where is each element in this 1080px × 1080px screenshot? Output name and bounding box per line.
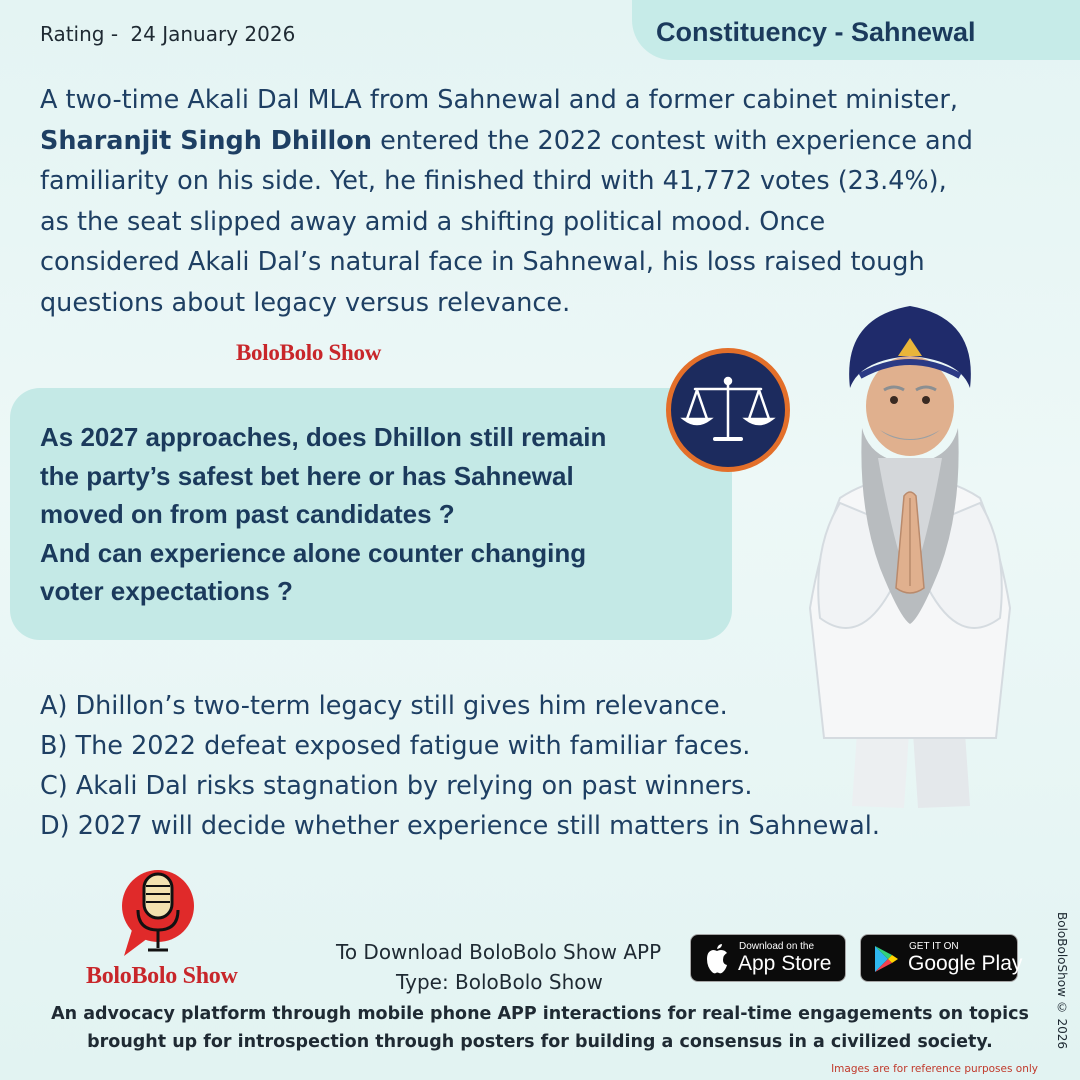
google-play-small-text: GET IT ON [909, 941, 959, 952]
intro-line: familiarity on his side. Yet, he finished third with 41,772 votes (23.4%), [40, 166, 947, 196]
advocacy-line: brought up for introspection through posters for building a consensus in a civilized society. [87, 1032, 993, 1052]
answer-options [40, 686, 880, 846]
rating-date [40, 22, 295, 46]
question-line: voter expectations ? [40, 576, 293, 606]
rating-label: Rating - [40, 22, 119, 46]
question-line: As 2027 approaches, does Dhillon still remain [40, 422, 607, 452]
question-line: And can experience alone counter changing [40, 537, 587, 568]
intro-paragraph [40, 80, 1050, 323]
google-play-button[interactable] [860, 934, 1023, 982]
candidate-illustration [800, 288, 1020, 813]
intro-line: questions about legacy versus relevance. [40, 287, 571, 318]
intro-line: considered Akali Dal’s natural face in Sahnewal, his loss raised tough [40, 247, 925, 277]
download-instruction: To Download BoloBolo Show APP [336, 940, 662, 964]
app-store-button[interactable] [690, 934, 846, 982]
option-d[interactable]: D) 2027 will decide whether experience still matters in Sahnewal. [40, 811, 880, 841]
constituency-title: Constituency - Sahnewal [656, 17, 976, 47]
option-b[interactable]: B) The 2022 defeat exposed fatigue with familiar faces. [40, 731, 751, 761]
brand-logo-text: BoloBolo Show [86, 963, 238, 989]
advocacy-line: An advocacy platform through mobile phone APP interactions for real-time engagements on topics [51, 1004, 1029, 1024]
apple-icon [703, 943, 731, 975]
copyright-vertical: BoloBoloShow © 2026 [1055, 912, 1069, 1050]
intro-line-rest: entered the 2022 contest with experience and [371, 125, 973, 156]
constituency-tab [632, 0, 1080, 60]
app-store-small-text: Download on the [739, 941, 815, 952]
brand-watermark: BoloBolo Show [236, 340, 382, 365]
intro-line: A two-time Akali Dal MLA from Sahnewal and a former cabinet minister, [40, 85, 958, 115]
candidate-name: Sharanjit Singh Dhillon [40, 125, 372, 156]
google-play-icon [873, 945, 899, 973]
app-store-label: App Store [738, 952, 832, 975]
rating-date-value: 24 January 2026 [130, 22, 296, 46]
scales-of-justice-icon [666, 348, 790, 472]
download-type-hint: Type: BoloBolo Show [396, 970, 603, 994]
google-play-label: Google Play [908, 952, 1023, 975]
image-disclaimer: Images are for reference purposes only [831, 1063, 1038, 1075]
intro-line: as the seat slipped away amid a shifting political mood. Once [40, 206, 826, 237]
advocacy-statement [20, 1000, 1060, 1056]
option-c[interactable]: C) Akali Dal risks stagnation by relying on past winners. [40, 771, 753, 801]
question-text [40, 418, 680, 611]
option-a[interactable]: A) Dhillon’s two-term legacy still gives him relevance. [40, 691, 728, 721]
microphone-chat-logo-icon [118, 866, 202, 966]
question-line: the party’s safest bet here or has Sahnewal [40, 460, 574, 491]
intro-line [40, 121, 1050, 162]
question-line: moved on from past candidates ? [40, 499, 455, 529]
